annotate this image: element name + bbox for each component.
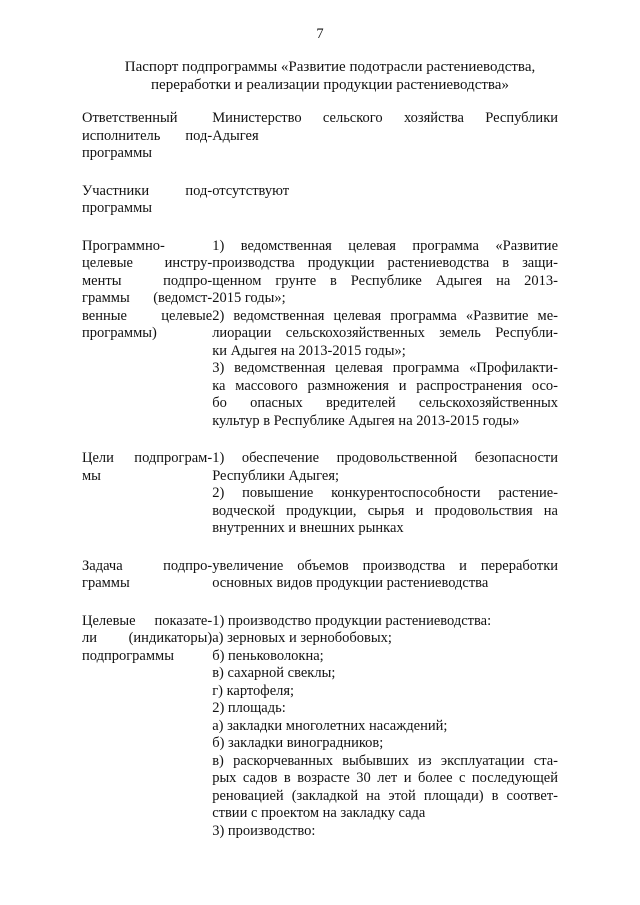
value-line: 2) площадь: [212, 700, 286, 716]
value-line: культур в Республике Адыгея на 2013-2015 годы» [212, 412, 520, 429]
title-line: переработки и реализации продукции растениеводства» [151, 77, 509, 93]
value-line: Республики Адыгея; [212, 467, 340, 484]
value-line: ки Адыгея на 2013-2015 годы»; [212, 342, 406, 359]
label-line: программы) [82, 325, 157, 341]
label-line: исполнитель под- [82, 127, 213, 144]
passport-row-label [82, 183, 212, 218]
value-line: щенном грунте в Республике Адыгея на 2013- [212, 272, 558, 289]
row-spacer [82, 430, 558, 450]
passport-row-value [212, 238, 558, 431]
label-line: Ответственный [82, 110, 178, 126]
value-line: основных видов продукции растениеводства [212, 575, 489, 591]
row-spacer [82, 593, 558, 613]
passport-row-value [212, 450, 558, 538]
value-line: 2) повышение конкурентоспособности растение- [212, 485, 558, 501]
passport-row-label [82, 238, 212, 431]
passport-row [82, 450, 558, 538]
value-line: 1) производство продукции растениеводства: [212, 612, 492, 629]
value-line: 2015 годы»; [212, 290, 286, 306]
value-line: Адыгея [212, 127, 259, 144]
passport-row-value [212, 110, 558, 163]
value-line: 3) производство: [212, 822, 316, 839]
page-number: 7 [316, 26, 324, 42]
value-line: в) раскорчеванных выбывших из эксплуатации ста- [212, 752, 558, 769]
value-line: отсутствуют [212, 182, 290, 199]
passport-row-label [82, 450, 212, 538]
passport-row [82, 110, 558, 163]
value-line: рых садов в возрасте 30 лет и более с последующей [212, 770, 558, 786]
label-line: граммы [82, 575, 130, 591]
passport-row-label [82, 110, 212, 163]
value-line: 2) ведомственная целевая программа «Развитие ме- [212, 307, 558, 324]
passport-row-value [212, 613, 558, 841]
value-line: 1) ведомственная целевая программа «Развитие [212, 237, 558, 254]
value-line: а) закладки многолетних насаждений; [212, 717, 448, 734]
label-line: Программно- [82, 237, 165, 254]
value-line: ствии с проектом на закладку сада [212, 805, 426, 821]
label-line: Цели подпрограм- [82, 450, 213, 466]
label-line: целевые инстру- [82, 255, 213, 271]
value-line: г) картофеля; [212, 682, 295, 699]
label-line: Задача подпро- [82, 557, 213, 574]
passport-table [82, 110, 558, 840]
row-spacer [82, 163, 558, 183]
label-line: ли (индикаторы) [82, 630, 213, 646]
value-line: 1) обеспечение продовольственной безопасности [212, 450, 558, 466]
passport-row [82, 183, 558, 218]
passport-row [82, 558, 558, 593]
passport-row-value [212, 558, 558, 593]
value-line: реновацией (закладкой на этой площади) в соответ- [212, 787, 558, 804]
value-line: б) закладки виноградников; [212, 735, 384, 751]
value-line: 3) ведомственная целевая программа «Профилакти- [212, 360, 558, 376]
label-line: Целевые показате- [82, 612, 213, 629]
value-line: водческой продукции, сырья и продовольствия на [212, 502, 558, 519]
value-line: увеличение объемов производства и переработки [212, 557, 558, 574]
passport-row [82, 238, 558, 431]
value-line: ка массового размножения и распространения осо- [212, 377, 558, 394]
value-line: лиорации сельскохозяйственных земель Республи- [212, 325, 558, 341]
value-line: внутренних и внешних рынках [212, 520, 404, 536]
label-line: венные целевые [82, 307, 213, 324]
passport-row-value [212, 183, 558, 218]
row-spacer [82, 538, 558, 558]
label-line: Участники под- [82, 182, 213, 199]
passport-row-label [82, 613, 212, 841]
value-line: а) зерновых и зернобобовых; [212, 630, 392, 646]
value-line: Министерство сельского хозяйства Республики [212, 110, 558, 126]
value-line: в) сахарной свеклы; [212, 665, 336, 681]
passport-row-label [82, 558, 212, 593]
document-title [80, 58, 580, 94]
label-line: менты подпро- [82, 272, 213, 289]
title-line: Паспорт подпрограммы «Развитие подотрасли растениеводства, [124, 59, 536, 75]
label-line: программы [82, 145, 152, 161]
value-line: производства продукции растениеводства в защи- [212, 255, 558, 271]
row-spacer [82, 218, 558, 238]
label-line: программы [82, 200, 152, 216]
label-line: граммы (ведомст- [82, 290, 213, 306]
value-line: б) пеньковолокна; [212, 647, 324, 664]
value-line: бо опасных вредителей сельскохозяйственных [212, 395, 558, 411]
label-line: мы [82, 467, 101, 484]
passport-row [82, 613, 558, 841]
label-line: подпрограммы [82, 647, 174, 664]
